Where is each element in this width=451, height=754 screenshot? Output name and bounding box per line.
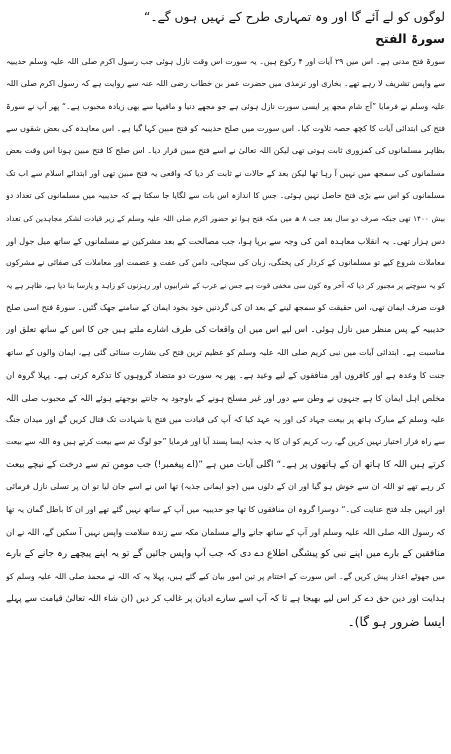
- text-line: دس ہزار تھی۔ یہ انقلاب معاہدہ امن کی وجہ سے برپا ہوا، جب مصالحت کے بعد مشرکین نے مسلمانوں کے ساتھ میل جول اور: [6, 235, 445, 246]
- text-line: قوت صرف ایمان تھی، اس حقیقت کو سمجھ لینے کے بعد ان کی گردنیں خود بخود ایمان کے سامنے جھک گئیں۔ سورۃ فتح اسی صلح: [6, 303, 445, 313]
- text-line: لوگوں کو لے آئے گا اور وہ تمہاری طرح کے نہیں ہوں گے۔“: [143, 10, 445, 24]
- text-line: سے واپس تشریف لا رہے تھے۔ بخاری اور ترمذی میں حضرت عمر بن خطاب رضی اللہ عنہ سے روایت ہے کہ رسول اکرم صلی اللہ: [6, 79, 445, 89]
- text-line: منافقین کے بارے میں اپنے نبی کو پیشگی اطلاع دے دی کہ جب آپ واپس جائیں گے تو یہ اپنے پیچھے رہ جانے کے بارے: [6, 548, 445, 560]
- text-line: معاملات شروع کیے تو مسلمانوں کے کردار کی پختگی، زبان کی سچائی، دامن کی عفت و عصمت اور معاملات کی صفائی نے مشرکوں: [6, 258, 445, 268]
- text-line: کر رہے تھے تو اللہ ان سے خوش ہو گیا اور ان کے دلوں میں (جو ایمانی جذبہ) تھا اس نے اسے جان لیا تو ان پر تسلی نازل فرمائی: [6, 482, 445, 492]
- text-line: فتح کی ابتدائی آیات کا کچھ حصہ تلاوت کیا۔ اس سورت میں صلح حدیبیہ کو فتح مبین کہا گیا ہے۔ اس معاہدہ کی بعض شقوں سے: [6, 123, 445, 133]
- text-line: ہدایت اور دین حق دے کر اس لیے بھیجا ہے تا کہ آپ اسے سارے ادیان پر غالب کر دیں (ان شاء اللہ تعالیٰ قیامت سے پہلے: [6, 594, 445, 605]
- text-line: بظاہر مسلمانوں کی کمزوری ثابت ہوتی تھی لیکن اللہ تعالیٰ نے اسے فتح مبین قرار دیا۔ اس صلح کا فتح مبین ہونا اس وقت بعض: [6, 146, 445, 156]
- text-line: کہ رسول اللہ صلی اللہ علیہ وسلم اور آپ کے ساتھ جانے والے مسلمان مکہ سے زندہ سلامت واپس نہیں آ سکیں گے، اللہ نے ان: [6, 526, 445, 537]
- text-line: سے راہ فرار اختیار نہیں کریں گے، رب کریم کو ان کا یہ جذبہ ایسا پسند آیا اور فرمایا ”جو لوگ تم سے بیعت کرتے ہیں وہ اللہ سے بیعت: [6, 437, 445, 447]
- text-line: سورۃ فتح مدنی ہے۔ اس میں ۲۹ آیات اور ۴ رکوع ہیں۔ یہ سورت اس وقت نازل ہوئی جب رسول اکرم صلی اللہ علیہ وسلم حدیبیہ: [6, 56, 445, 66]
- text-line: کرتے ہیں اللہ کا ہاتھ ان کے ہاتھوں پر ہے۔“ اگلی آیات میں ہے ”(اے پیغمبر!) جب مومن تم سے درخت کے نیچے بیعت: [6, 459, 445, 470]
- text-line: ایسا ضرور ہو گا)۔: [347, 614, 445, 629]
- section-heading: سورۃ الفتح: [375, 32, 445, 47]
- text-line: حدیبیہ کے پس منظر میں نازل ہوئی۔ اس لیے اس میں ان واقعات کی طرف اشارے ملتے ہیں جن کا اس کے ساتھ تعلق اور: [6, 325, 445, 336]
- text-line: جنت کا وعدہ ہے اور کافروں اور منافقوں کے لیے وعید ہے۔ پھر یہ سورت دو متضاد گروہوں کا تذکرہ کرتی ہے۔ پہلا گروہ ان: [6, 370, 445, 381]
- text-line: مسلمانوں کی سمجھ میں نہیں آ رہا تھا لیکن بعد کے حالات نے ثابت کر دیا کہ واقعی یہ فتح مبین تھی اور ابتدائے اسلام سے اب تک: [6, 168, 445, 178]
- text-line: اور انہیں جلد فتح عنایت کی۔“ دوسرا گروہ ان منافقوں کا تھا جو حدیبیہ میں آپ کے ساتھ نہیں گئے تھے اور ان کا باطل گمان یہ تھا: [6, 504, 445, 514]
- text-line: مسلمانوں کو اس سے بڑی فتح حاصل نہیں ہوئی۔ جس کا اندازہ اس بات سے لگایا جا سکتا ہے کہ حدیبیہ میں مسلمانوں کی تعداد دو: [6, 191, 445, 201]
- text-line: مخلص اہل ایمان کا ہے جنہوں نے وطن سے دور اور غیر مسلح ہونے کے باوجود یہ جانتے بوجھتے ہوئے اللہ کے محبوب صلی اللہ: [6, 392, 445, 403]
- text-line: بیش ۱۴۰۰ تھی جبکہ صرف دو سال بعد جب ۸ ھ میں مکہ فتح ہوا تو حضور اکرم صلی اللہ علیہ وسلم کے زیر قیادت لشکر مجاہدین کی تعداد: [6, 213, 445, 223]
- text-line: مناسبت ہے۔ ابتدائی آیات میں نبی کریم صلی اللہ علیہ وسلم کو عظیم ترین فتح کی بشارت سنائی گئی ہے، ایمان والوں کے ساتھ: [6, 347, 445, 357]
- text-line: علیہ وسلم کے مبارک ہاتھ پر بیعت جہاد کی اور یہ عہد کیا کہ آپ کی قیادت میں فتح یا شہادت تک قتال کریں گے اور میدان جنگ: [6, 415, 445, 425]
- text-line: علیہ وسلم نے فرمایا ”آج شام مجھ پر ایسی سورت نازل ہوئی ہے جو مجھے دنیا و مافیہا سے بھی زیادہ محبوب ہے۔“ پھر آپ نے سورۃ: [6, 101, 445, 111]
- text-line: میں جھوٹے اعذار پیش کریں گے۔ اس سورت کے اختتام پر تین امور بیان کیے گئے ہیں، پہلا یہ کہ اللہ نے محمد صلی اللہ علیہ وسلم کو: [6, 571, 445, 581]
- text-line: کو یہ سوچنے پر مجبور کر دیا کہ آخر وہ کون سی مخفی قوت ہے جس نے عرب کے شرابیوں اور رہزنوں کو زاہد و پارسا بنا دیا ہے، ظاہر ہے یہ: [6, 280, 445, 290]
